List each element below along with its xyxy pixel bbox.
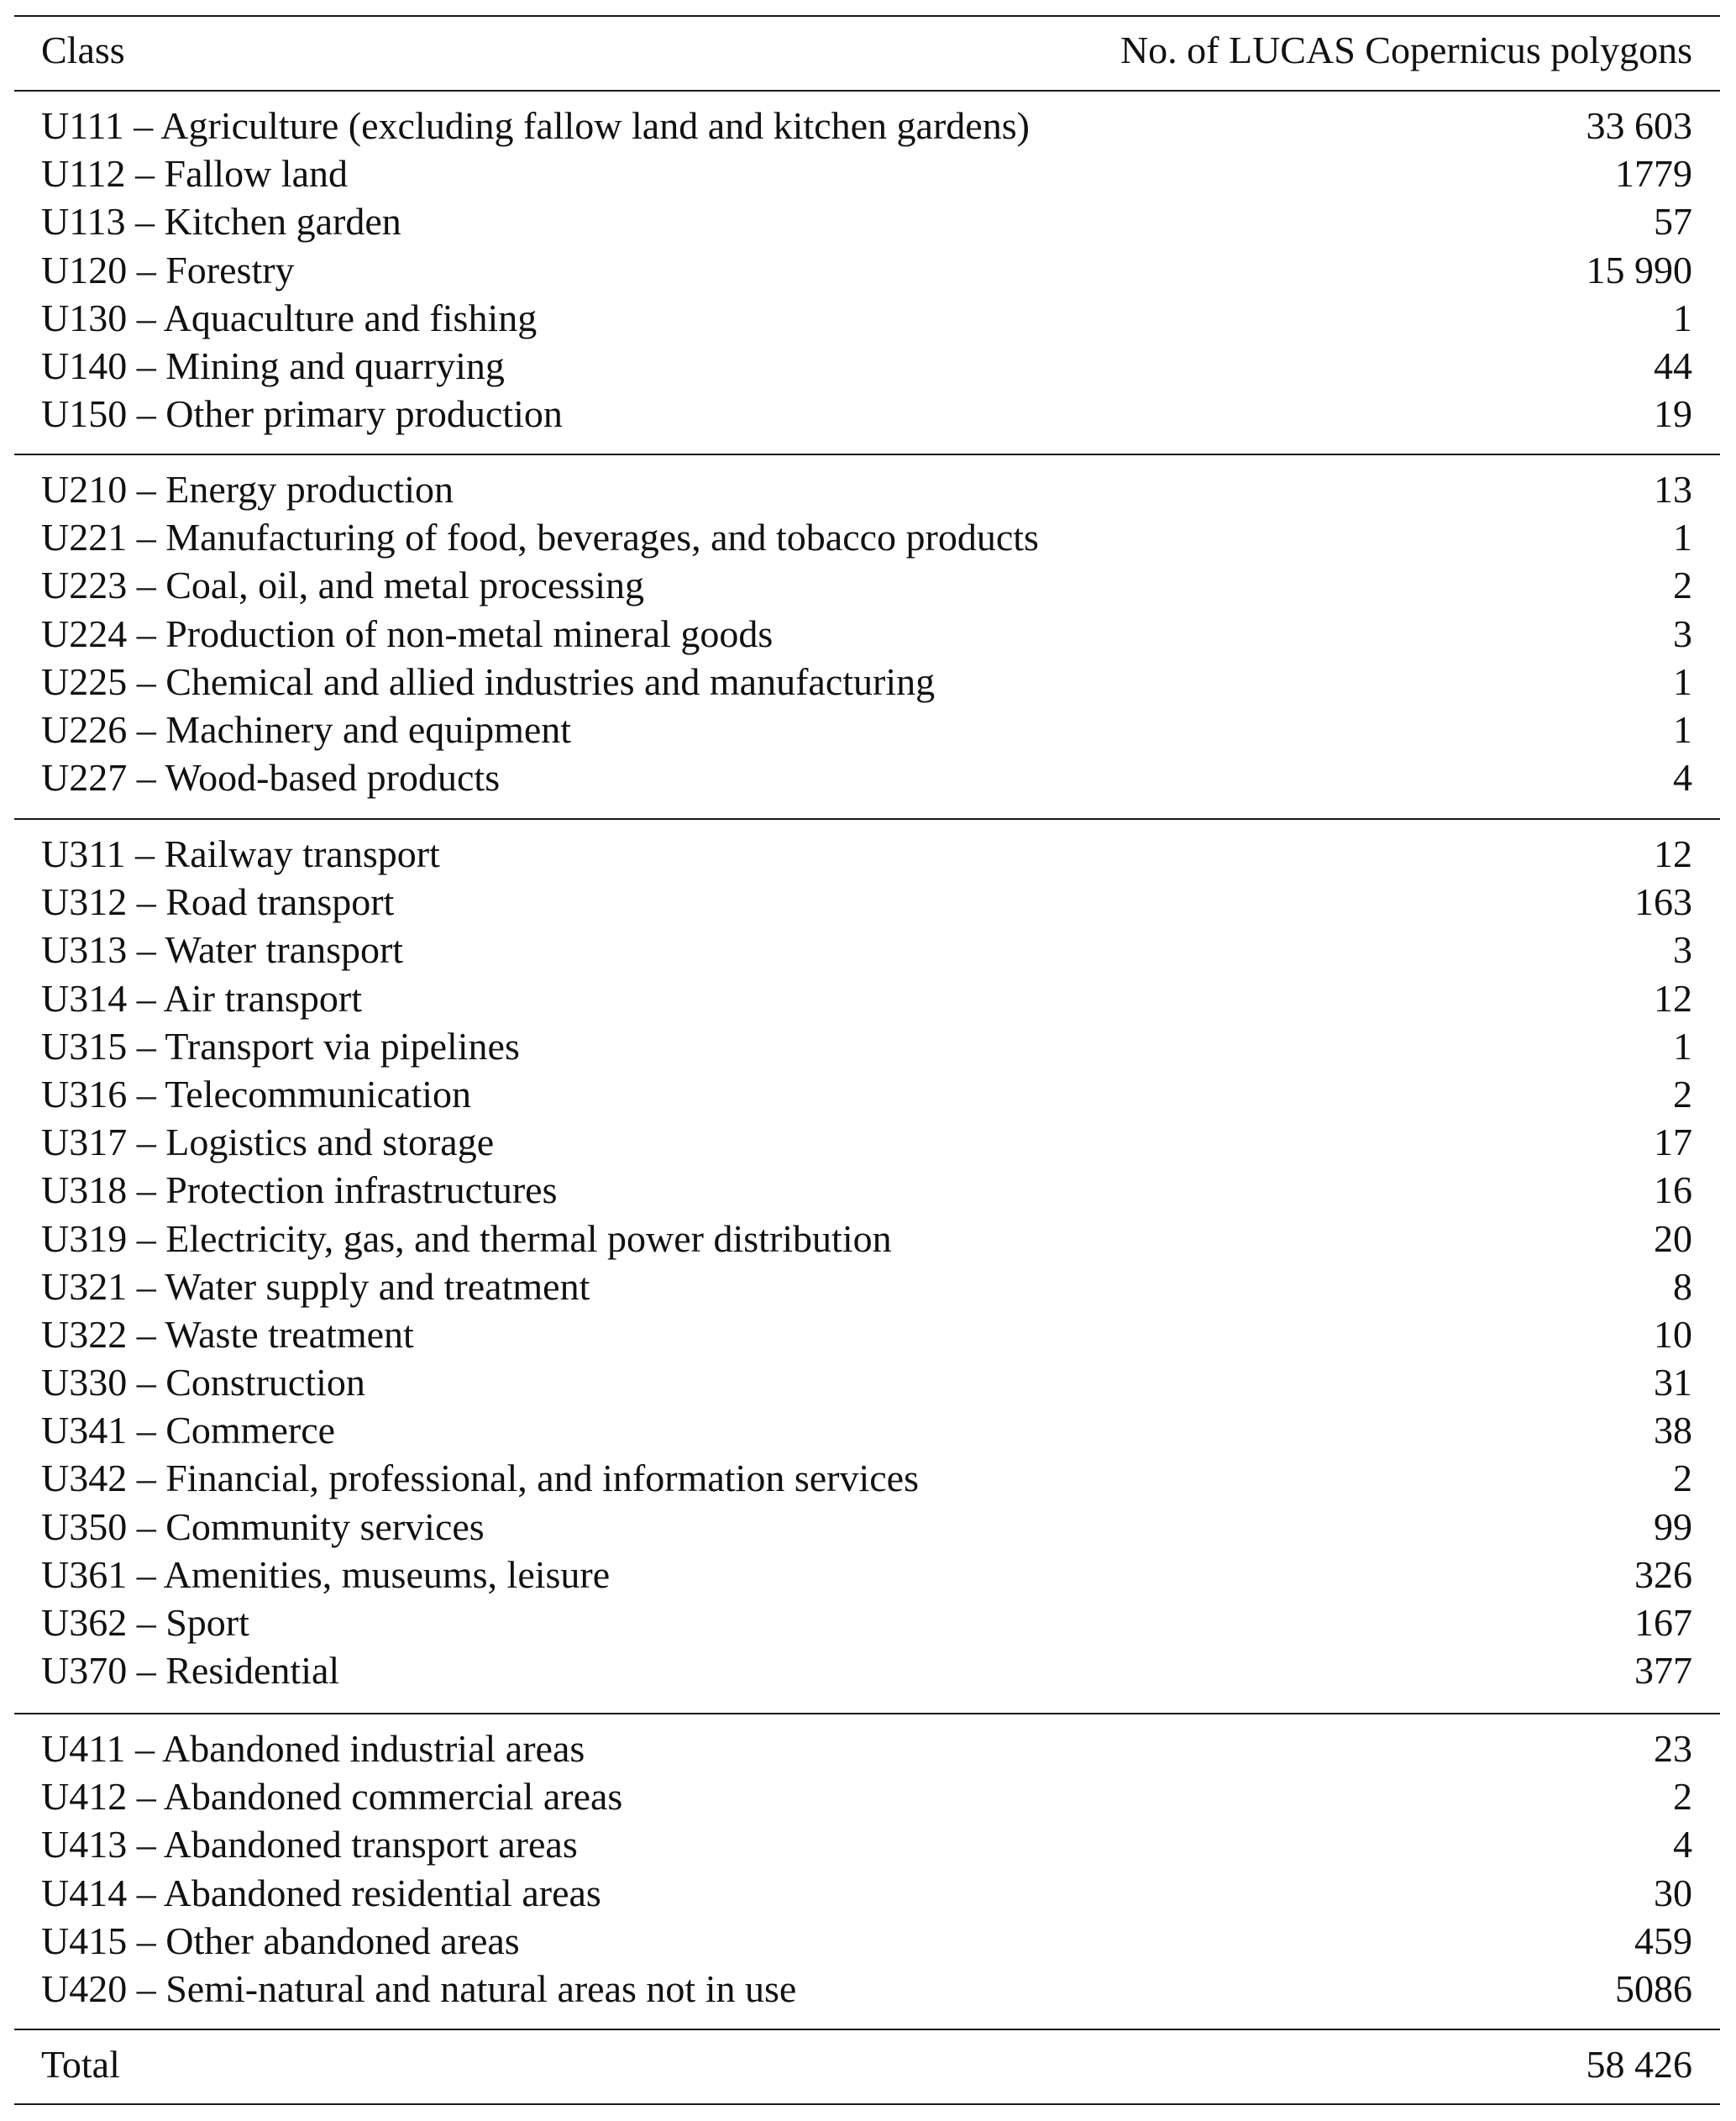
count-cell: 1 [1673, 1024, 1692, 1068]
count-cell: 17 [1654, 1121, 1692, 1164]
table-section-primary-production [41, 102, 1692, 438]
table-row [41, 102, 1692, 150]
class-cell: U350 – Community services [41, 1504, 485, 1548]
table-row [41, 1406, 1692, 1454]
table-row [41, 753, 1692, 801]
class-cell: U313 – Water transport [41, 928, 404, 972]
table-row [41, 561, 1692, 609]
table-row [41, 1965, 1692, 2013]
count-cell: 163 [1634, 880, 1692, 924]
table-row [41, 1166, 1692, 1214]
table-row [41, 1263, 1692, 1310]
total-count: 58 426 [1586, 2043, 1692, 2086]
table-row [41, 1358, 1692, 1406]
class-cell: U321 – Water supply and treatment [41, 1264, 590, 1308]
count-cell: 12 [1654, 832, 1692, 875]
class-cell: U140 – Mining and quarrying [41, 344, 505, 387]
class-cell: U130 – Aquaculture and fishing [41, 296, 538, 339]
table-row [41, 390, 1692, 438]
count-cell: 4 [1673, 1823, 1692, 1866]
table-row [41, 1772, 1692, 1820]
table-top-rule [14, 15, 1720, 17]
section-divider [14, 818, 1720, 820]
count-cell: 459 [1634, 1919, 1692, 1962]
table-row [41, 342, 1692, 390]
table-row [41, 1646, 1692, 1694]
table-row [41, 1869, 1692, 1917]
class-cell: U315 – Transport via pipelines [41, 1024, 520, 1068]
count-cell: 19 [1654, 392, 1692, 436]
class-cell: U361 – Amenities, museums, leisure [41, 1552, 611, 1596]
table-header [41, 26, 1692, 74]
count-cell: 10 [1654, 1312, 1692, 1356]
class-cell: U415 – Other abandoned areas [41, 1919, 520, 1962]
table-row [41, 1118, 1692, 1166]
class-cell: U420 – Semi-natural and natural areas not in use [41, 1966, 797, 2010]
table-row [41, 974, 1692, 1022]
count-cell: 30 [1654, 1871, 1692, 1914]
class-cell: U314 – Air transport [41, 976, 363, 1020]
table-row [41, 246, 1692, 294]
class-cell: U225 – Chemical and allied industries and manufacturing [41, 659, 936, 703]
count-cell: 12 [1654, 976, 1692, 1020]
count-cell: 3 [1673, 612, 1692, 655]
count-cell: 23 [1654, 1727, 1692, 1770]
header-row [41, 26, 1692, 74]
class-cell: U317 – Logistics and storage [41, 1121, 495, 1164]
class-cell: U112 – Fallow land [41, 152, 348, 196]
class-cell: U227 – Wood-based products [41, 756, 501, 800]
table-row [41, 465, 1692, 513]
count-cell: 33 603 [1586, 104, 1692, 147]
count-cell: 377 [1634, 1649, 1692, 1693]
count-cell: 57 [1654, 200, 1692, 244]
count-cell: 3 [1673, 928, 1692, 972]
count-cell: 2 [1673, 1775, 1692, 1819]
class-cell: U150 – Other primary production [41, 392, 563, 436]
count-cell: 31 [1654, 1361, 1692, 1404]
table-row [41, 1215, 1692, 1263]
count-cell: 1 [1673, 707, 1692, 751]
class-cell: U113 – Kitchen garden [41, 200, 401, 244]
class-cell: U221 – Manufacturing of food, beverages, and tobacco products [41, 516, 1039, 559]
table-row [41, 878, 1692, 926]
class-cell: U226 – Machinery and equipment [41, 707, 572, 751]
class-cell: U414 – Abandoned residential areas [41, 1871, 601, 1914]
count-cell: 4 [1673, 756, 1692, 800]
count-cell: 99 [1654, 1504, 1692, 1548]
column-header-count: No. of LUCAS Copernicus polygons [1120, 29, 1692, 71]
count-cell: 20 [1654, 1216, 1692, 1260]
table-row [41, 1310, 1692, 1358]
class-cell: U111 – Agriculture (excluding fallow land and kitchen gardens) [41, 104, 1030, 147]
class-cell: U342 – Financial, professional, and information services [41, 1457, 919, 1500]
count-cell: 2 [1673, 1072, 1692, 1116]
count-cell: 13 [1654, 468, 1692, 511]
table-section-other-uses [41, 1725, 1692, 2013]
class-cell: U210 – Energy production [41, 468, 454, 511]
table-row [41, 658, 1692, 706]
count-cell: 1 [1673, 516, 1692, 559]
class-cell: U318 – Protection infrastructures [41, 1168, 558, 1212]
count-cell: 326 [1634, 1552, 1692, 1596]
class-cell: U411 – Abandoned industrial areas [41, 1727, 585, 1770]
section-divider [14, 1713, 1720, 1714]
count-cell: 8 [1673, 1264, 1692, 1308]
table-row [41, 1503, 1692, 1551]
count-cell: 167 [1634, 1601, 1692, 1644]
table-row [41, 830, 1692, 878]
class-cell: U341 – Commerce [41, 1409, 336, 1452]
table-row [41, 610, 1692, 658]
class-cell: U370 – Residential [41, 1649, 340, 1693]
table-row [41, 1070, 1692, 1118]
table-row [41, 1917, 1692, 1965]
class-cell: U223 – Coal, oil, and metal processing [41, 564, 644, 607]
column-header-class: Class [41, 29, 125, 71]
count-cell: 38 [1654, 1409, 1692, 1452]
count-cell: 1 [1673, 659, 1692, 703]
table-row [41, 1022, 1692, 1070]
table-section-tertiary-production [41, 830, 1692, 1694]
table-row [41, 1454, 1692, 1502]
count-cell: 16 [1654, 1168, 1692, 1212]
table-row [41, 1599, 1692, 1646]
count-cell: 44 [1654, 344, 1692, 387]
total-top-rule [14, 2029, 1720, 2030]
table-total [41, 2040, 1692, 2088]
class-cell: U319 – Electricity, gas, and thermal power distribution [41, 1216, 892, 1260]
table-row [41, 1725, 1692, 1772]
table-row [41, 150, 1692, 197]
class-cell: U311 – Railway transport [41, 832, 440, 875]
section-divider [14, 454, 1720, 455]
count-cell: 5086 [1615, 1966, 1692, 2010]
table-row [41, 926, 1692, 974]
table-row [41, 1551, 1692, 1599]
header-bottom-rule [14, 90, 1720, 92]
count-cell: 15 990 [1586, 248, 1692, 291]
count-cell: 1 [1673, 296, 1692, 339]
class-cell: U413 – Abandoned transport areas [41, 1823, 578, 1866]
class-cell: U120 – Forestry [41, 248, 295, 291]
count-cell: 2 [1673, 1457, 1692, 1500]
table-section-secondary-production [41, 465, 1692, 801]
count-cell: 1779 [1615, 152, 1692, 196]
table-bottom-rule [14, 2103, 1720, 2105]
class-cell: U362 – Sport [41, 1601, 249, 1644]
class-cell: U322 – Waste treatment [41, 1312, 414, 1356]
table-row [41, 294, 1692, 342]
table-row [41, 197, 1692, 245]
class-cell: U330 – Construction [41, 1361, 365, 1404]
table-row [41, 1820, 1692, 1868]
class-cell: U316 – Telecommunication [41, 1072, 472, 1116]
class-cell: U224 – Production of non-metal mineral goods [41, 612, 774, 655]
total-label: Total [41, 2043, 120, 2086]
table-row [41, 513, 1692, 561]
class-cell: U312 – Road transport [41, 880, 395, 924]
count-cell: 2 [1673, 564, 1692, 607]
total-row [41, 2040, 1692, 2088]
table-row [41, 706, 1692, 753]
class-cell: U412 – Abandoned commercial areas [41, 1775, 623, 1819]
